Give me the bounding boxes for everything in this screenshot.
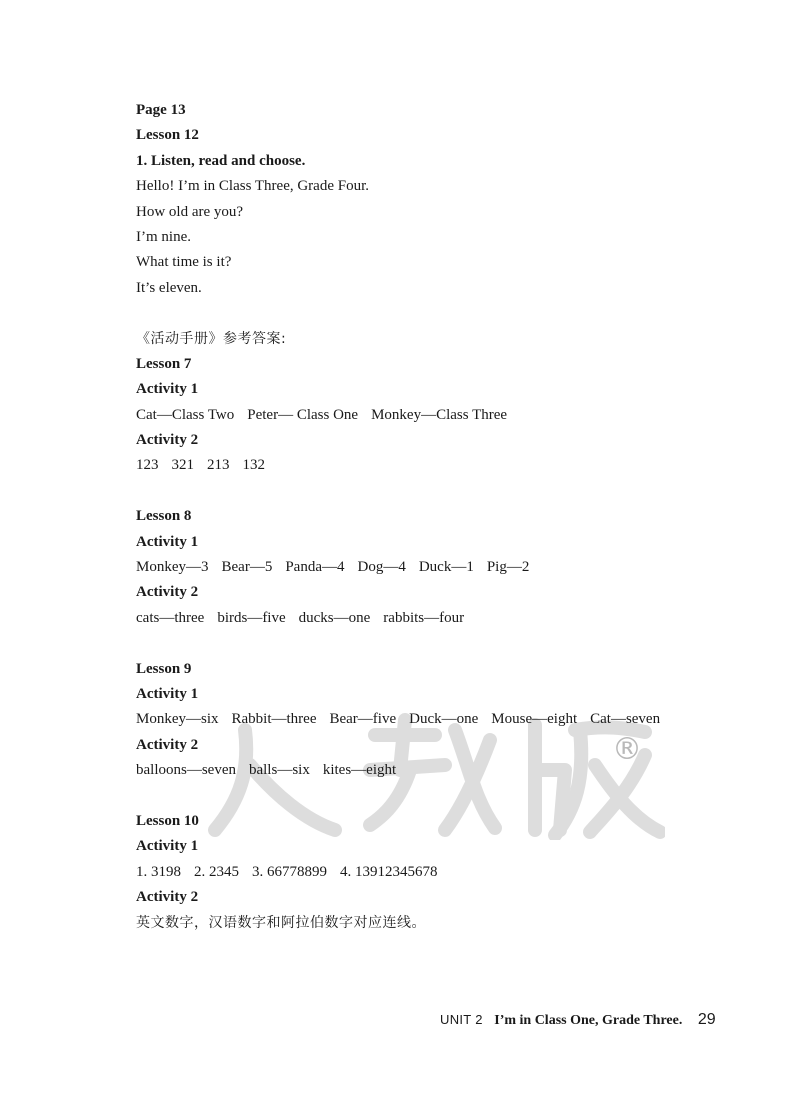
answer-row <box>136 860 736 885</box>
answer-item: Rabbit—three <box>231 711 317 728</box>
activity-heading: Activity 2 <box>136 432 199 449</box>
answer-row <box>136 606 736 631</box>
spacer <box>136 301 736 326</box>
answer-item: birds—five <box>217 609 286 626</box>
activity-heading: Activity 2 <box>136 889 199 906</box>
answer-item: Duck—1 <box>418 559 474 576</box>
activity-heading: Activity 2 <box>136 584 199 601</box>
answer-item: 1. 3198 <box>136 863 181 880</box>
answer-note: 英文数字，汉语数字和阿拉伯数字对应连线。 <box>136 914 426 931</box>
reading-line: Hello! I’m in Class Three, Grade Four. <box>136 178 370 195</box>
answer-item: Cat—Class Two <box>136 406 235 423</box>
reading-line: I’m nine. <box>136 228 191 245</box>
answer-item: Dog—4 <box>357 559 406 576</box>
answer-row <box>136 555 736 580</box>
lesson-heading: Lesson 8 <box>136 508 192 525</box>
answer-item: ducks—one <box>298 609 371 626</box>
answer-item: Monkey—3 <box>136 559 209 576</box>
registered-mark: ® <box>612 732 642 767</box>
answer-item: 132 <box>242 457 265 474</box>
answers-heading: 《活动手册》参考答案: <box>136 330 287 347</box>
answer-item: Pig—2 <box>486 559 530 576</box>
answer-item: cats—three <box>136 609 205 626</box>
lesson-heading: Lesson 12 <box>136 127 199 144</box>
activity-heading: Activity 1 <box>136 838 199 855</box>
activity-heading: Activity 2 <box>136 736 199 753</box>
answer-item: rabbits—four <box>383 609 465 626</box>
answer-item: balls—six <box>248 762 310 779</box>
answer-item: Bear—5 <box>221 559 273 576</box>
reading-line: What time is it? <box>136 254 232 271</box>
answer-item: Cat—seven <box>590 711 661 728</box>
spacer <box>136 631 736 656</box>
activity-heading: Activity 1 <box>136 685 199 702</box>
answer-key-page <box>136 98 736 936</box>
answer-item: Duck—one <box>409 711 479 728</box>
lesson-heading: Lesson 7 <box>136 355 192 372</box>
answer-item: balloons—seven <box>136 762 236 779</box>
page-number: 29 <box>697 1011 716 1028</box>
activity-heading: Activity 1 <box>136 381 199 398</box>
answer-item: Panda—4 <box>285 559 345 576</box>
answer-row <box>136 758 736 783</box>
footer-unit: UNIT 2 <box>440 1012 483 1027</box>
answer-row <box>136 707 736 732</box>
page-footer <box>440 1011 716 1029</box>
lesson-heading: Lesson 9 <box>136 660 192 677</box>
task-title: 1. Listen, read and choose. <box>136 152 306 169</box>
answer-row <box>136 453 736 478</box>
footer-unit-title: I’m in Class One, Grade Three. <box>494 1013 683 1028</box>
reading-line: How old are you? <box>136 203 244 220</box>
answer-row <box>136 403 736 428</box>
answer-item: Mouse—eight <box>491 711 578 728</box>
activity-heading: Activity 1 <box>136 533 199 550</box>
spacer <box>136 479 736 504</box>
answer-item: kites—eight <box>322 762 397 779</box>
answer-item: Monkey—Class Three <box>371 406 508 423</box>
page-reference: Page 13 <box>136 102 186 118</box>
answer-item: 123 <box>136 457 159 474</box>
answer-item: 321 <box>171 457 194 474</box>
spacer <box>136 784 736 809</box>
answer-item: 4. 13912345678 <box>340 863 438 880</box>
answer-item: 2. 2345 <box>194 863 239 880</box>
lesson-heading: Lesson 10 <box>136 812 199 829</box>
answer-item: Bear—five <box>329 711 397 728</box>
answer-item: Monkey—six <box>136 711 219 728</box>
answer-item: 3. 66778899 <box>252 863 327 880</box>
answer-item: Peter— Class One <box>247 406 359 423</box>
answer-item: 213 <box>207 457 230 474</box>
reading-line: It’s eleven. <box>136 279 202 296</box>
